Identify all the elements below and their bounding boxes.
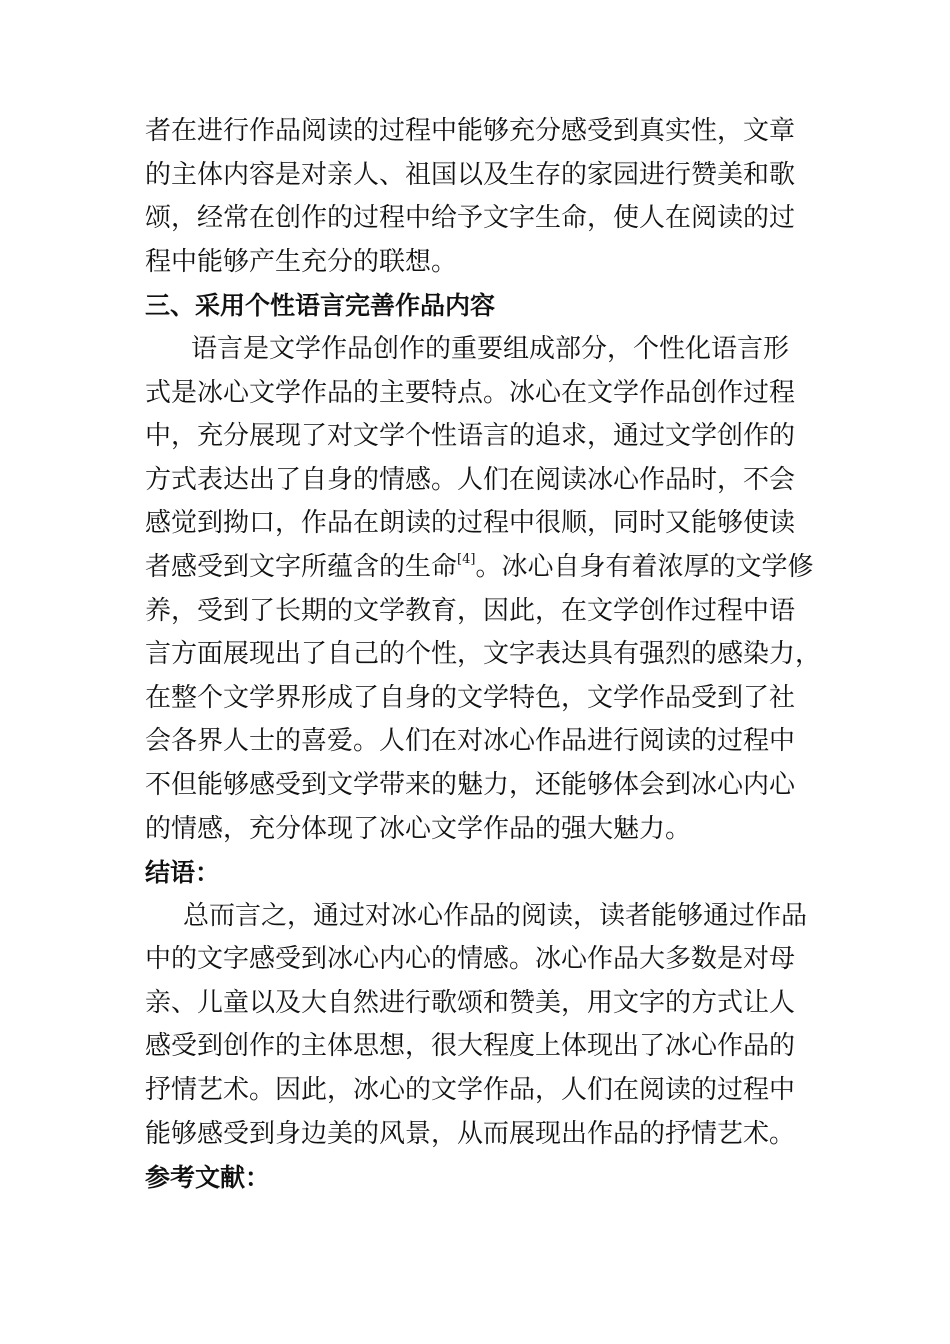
paragraph-line: 亲、儿童以及大自然进行歌颂和赞美，用文字的方式让人 (145, 987, 796, 1018)
citation-text-before: 者感受到文字所蕴含的生命 (145, 551, 458, 582)
citation-marker: [4] (457, 551, 476, 567)
paragraph-line: 式是冰心文学作品的主要特点。冰心在文学作品创作过程 (145, 377, 796, 408)
references-heading: 参考文献： (145, 1163, 271, 1193)
citation-text-after: 。冰心自身有着浓厚的文学修 (475, 551, 814, 582)
paragraph-line: 中，充分展现了对文学个性语言的追求，通过文学创作的 (145, 421, 796, 452)
intro-paragraph (145, 110, 825, 284)
document-body (145, 110, 825, 1200)
paragraph-line: 感觉到拗口，作品在朗读的过程中很顺，同时又能够使读 (145, 508, 796, 539)
paragraph-line: 者在进行作品阅读的过程中能够充分感受到真实性，文章 (145, 116, 796, 146)
paragraph-line: 方式表达出了自身的情感。人们在阅读冰心作品时，不会 (145, 464, 796, 495)
paragraph-line: 中的文字感受到冰心内心的情感。冰心作品大多数是对母 (145, 944, 796, 975)
section-paragraph (145, 328, 825, 851)
paragraph-line: 颂，经常在创作的过程中给予文字生命，使人在阅读的过 (145, 203, 796, 234)
conclusion-paragraph (145, 895, 825, 1157)
paragraph-line: 的情感，充分体现了冰心文学作品的强大魅力。 (145, 813, 692, 844)
paragraph-line: 会各界人士的喜爱。人们在对冰心作品进行阅读的过程中 (145, 726, 796, 757)
paragraph-line: 不但能够感受到文学带来的魅力，还能够体会到冰心内心 (145, 769, 796, 800)
paragraph-line: 语言是文学作品创作的重要组成部分，个性化语言形 (191, 333, 790, 364)
paragraph-line: 能够感受到身边美的风景，从而展现出作品的抒情艺术。 (145, 1118, 796, 1149)
section-heading: 三、采用个性语言完善作品内容 (145, 291, 496, 321)
paragraph-line: 总而言之，通过对冰心作品的阅读，读者能够通过作品 (183, 900, 808, 931)
paragraph-line: 言方面展现出了自己的个性，文字表达具有强烈的感染力， (145, 639, 822, 670)
paragraph-line: 程中能够产生充分的联想。 (145, 246, 458, 277)
paragraph-line: 抒情艺术。因此，冰心的文学作品，人们在阅读的过程中 (145, 1075, 796, 1106)
paragraph-line-with-citation (145, 546, 825, 590)
paragraph-line: 在整个文学界形成了自身的文学特色，文学作品受到了社 (145, 682, 796, 713)
paragraph-line: 养，受到了长期的文学教育，因此，在文学创作过程中语 (145, 595, 796, 626)
conclusion-heading: 结语： (145, 858, 221, 888)
paragraph-line: 的主体内容是对亲人、祖国以及生存的家园进行赞美和歌 (145, 159, 796, 190)
paragraph-line: 感受到创作的主体思想，很大程度上体现出了冰心作品的 (145, 1031, 796, 1062)
